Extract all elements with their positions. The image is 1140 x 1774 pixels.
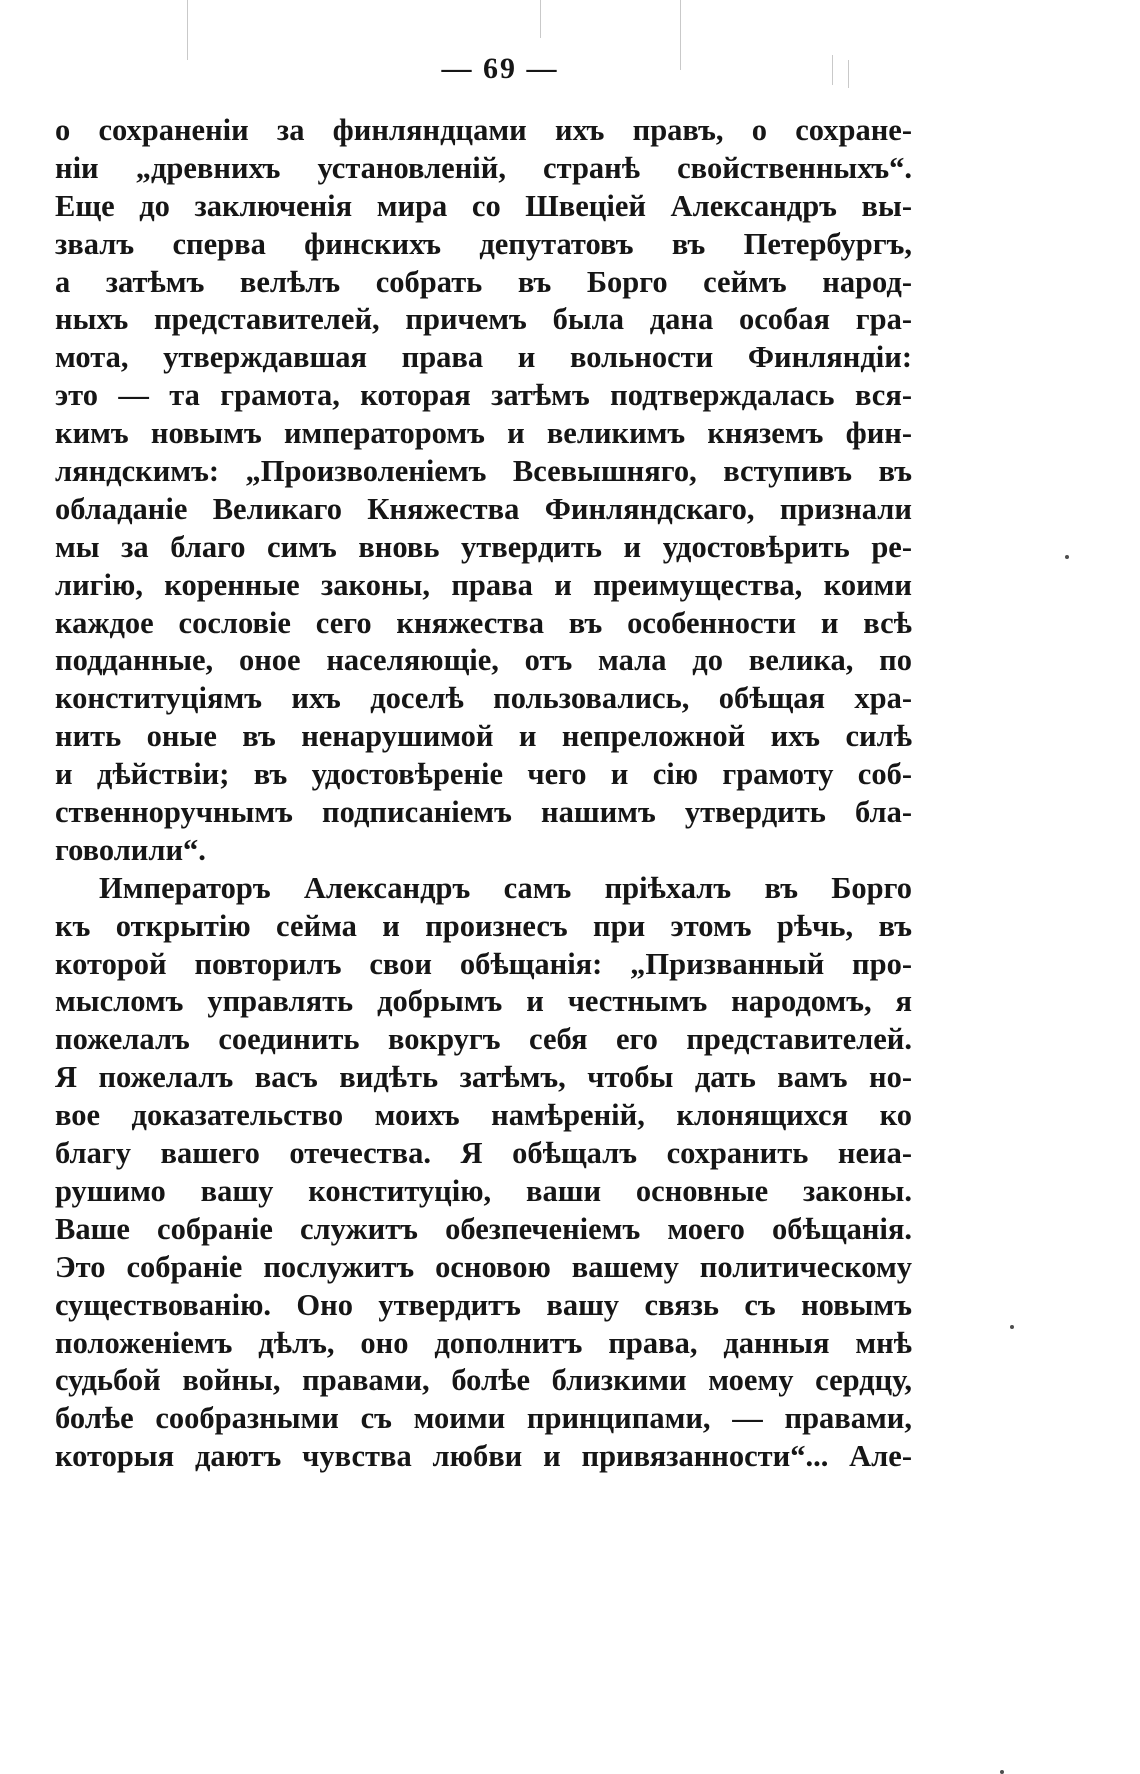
text-line: ныхъ представителей, причемъ была дана особая гра- (55, 302, 912, 337)
scan-artifact-speck (1010, 1325, 1014, 1329)
text-line: конституціямъ ихъ доселѣ пользовались, обѣщая хра- (55, 681, 912, 716)
text-line: Императоръ Александръ самъ пріѣхалъ въ Борго (99, 870, 912, 905)
text-line: ніи „древнихъ установленій, странѣ свойственныхъ“. (55, 150, 912, 185)
text-line: каждое сословіе сего княжества въ особенности и всѣ (55, 605, 912, 640)
text-line: а затѣмъ велѣлъ собрать въ Борго сеймъ народ- (55, 264, 912, 299)
body-text (55, 112, 912, 1476)
text-line: пожелалъ соединить вокругъ себя его представителей. (55, 1022, 912, 1057)
text-line: лигію, коренные законы, права и преимущества, коими (55, 567, 912, 602)
scan-artifact-line (540, 0, 541, 38)
text-line: Еще до заключенія мира со Швеціей Александръ вы- (55, 188, 912, 223)
text-line: говолили“. (55, 832, 206, 867)
paragraph-2 (55, 870, 912, 1476)
text-line: подданные, оное населяющіе, отъ мала до велика, по (55, 643, 912, 678)
text-line: и дѣйствіи; въ удостовѣреніе чего и сію грамоту соб- (55, 757, 912, 792)
text-line: Ваше собраніе служитъ обезпеченіемъ моего обѣщанія. (55, 1211, 912, 1246)
text-line: Это собраніе послужитъ основою вашему политическому (55, 1249, 912, 1284)
page-number: — 69 — (441, 52, 559, 85)
text-line: которой повторилъ свои обѣщанія: „Призванный про- (55, 946, 912, 981)
text-line: благу вашего отечества. Я обѣщалъ сохранить неиа- (55, 1136, 912, 1171)
text-line: болѣе сообразными съ моими принципами, — правами, (55, 1401, 912, 1436)
text-line: нить оные въ ненарушимой и непреложной ихъ силѣ (55, 719, 912, 754)
scan-artifact-line (187, 0, 188, 60)
text-line: о сохраненіи за финляндцами ихъ правъ, о сохране- (55, 113, 912, 147)
text-line: мы за благо симъ вновь утвердить и удостовѣрить ре- (55, 529, 912, 564)
text-line: ляндскимъ: „Произволеніемъ Всевышняго, вступивъ въ (55, 454, 912, 489)
text-line: звалъ сперва финскихъ депутатовъ въ Петербургъ, (55, 226, 912, 261)
text-line: обладаніе Великаго Княжества Финляндскаго, признали (55, 491, 912, 526)
text-line: существованію. Оно утвердитъ вашу связь съ новымъ (55, 1287, 912, 1322)
text-line: судьбой войны, правами, болѣе близкими моему сердцу, (55, 1363, 912, 1398)
text-line: кимъ новымъ императоромъ и великимъ княземъ фин- (55, 416, 912, 451)
text-line: рушимо вашу конституцію, ваши основные законы. (55, 1173, 912, 1208)
scan-artifact-speck (1000, 1770, 1004, 1774)
text-line: мысломъ управлять добрымъ и честнымъ народомъ, я (55, 984, 912, 1019)
text-line: положеніемъ дѣлъ, оно дополнитъ права, данныя мнѣ (55, 1325, 912, 1360)
scan-artifact-speck (1065, 555, 1069, 559)
text-line: которыя даютъ чувства любви и привязанности“... Але- (55, 1439, 912, 1474)
text-line: къ открытію сейма и произнесъ при этомъ рѣчь, въ (55, 908, 912, 943)
text-line: это — та грамота, которая затѣмъ подтверждалась вся- (55, 378, 912, 413)
text-line: Я пожелалъ васъ видѣть затѣмъ, чтобы дать вамъ но- (55, 1060, 912, 1095)
text-line: ственноручнымъ подписаніемъ нашимъ утвердить бла- (55, 795, 912, 830)
text-line: мота, утверждавшая права и вольности Финляндіи: (55, 340, 912, 375)
paragraph-1 (55, 112, 912, 870)
text-line: вое доказательство моихъ намѣреній, клонящихся ко (55, 1098, 912, 1133)
